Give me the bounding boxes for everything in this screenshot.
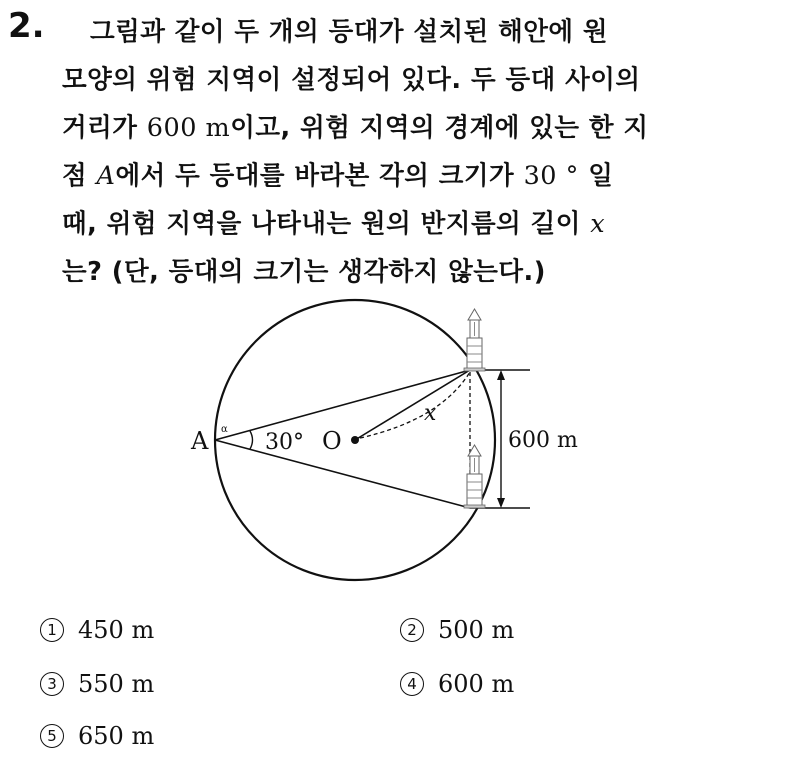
question-line-4-a: 점 bbox=[62, 161, 97, 191]
choice-marker: 1 bbox=[40, 618, 64, 642]
line-a-to-bottom bbox=[215, 440, 470, 508]
point-a-variable: A bbox=[96, 161, 116, 191]
question-line-4-b: 에서 두 등대를 바라본 각의 크기가 bbox=[115, 161, 524, 191]
lighthouse-icon bbox=[464, 309, 485, 371]
center-point bbox=[351, 436, 359, 444]
choice-1[interactable] bbox=[40, 616, 154, 644]
radius-label: x bbox=[424, 401, 437, 426]
choice-value: 450 m bbox=[78, 616, 155, 644]
angle-arc bbox=[250, 431, 253, 449]
radius-dashed-arc bbox=[360, 372, 470, 438]
question-number: 2. bbox=[8, 6, 45, 46]
arrow-head-up bbox=[497, 370, 505, 380]
choice-value: 650 m bbox=[78, 722, 155, 750]
distance-value: 600 m bbox=[146, 113, 231, 143]
question-line-6: 는? (단, 등대의 크기는 생각하지 않는다.) bbox=[62, 257, 546, 287]
lighthouse-icon bbox=[464, 445, 485, 508]
point-a-label: A bbox=[191, 427, 209, 455]
question-line-3-b: 이고, 위험 지역의 경계에 있는 한 지 bbox=[230, 113, 649, 143]
angle-label: 30° bbox=[265, 430, 304, 455]
choice-marker: 5 bbox=[40, 724, 64, 748]
question-line-4-c: 일 bbox=[578, 161, 614, 191]
choice-marker: 3 bbox=[40, 672, 64, 696]
question-line-2: 모양의 위험 지역이 설정되어 있다. 두 등대 사이의 bbox=[62, 65, 641, 95]
question-line-3-a: 거리가 bbox=[62, 113, 147, 143]
choice-marker: 4 bbox=[400, 672, 424, 696]
angle-mark: α bbox=[221, 424, 228, 435]
angle-value: 30 ° bbox=[523, 161, 579, 191]
point-o-label: O bbox=[322, 427, 342, 455]
choice-value: 550 m bbox=[78, 670, 155, 698]
choice-marker: 2 bbox=[400, 618, 424, 642]
arrow-head-down bbox=[497, 498, 505, 508]
choice-4[interactable] bbox=[400, 670, 514, 698]
question-line-1: 그림과 같이 두 개의 등대가 설치된 해안에 원 bbox=[90, 17, 609, 47]
distance-label: 600 m bbox=[508, 428, 578, 453]
radius-line bbox=[355, 370, 470, 440]
choice-2[interactable] bbox=[400, 616, 514, 644]
radius-variable: x bbox=[590, 209, 606, 239]
choice-5[interactable] bbox=[40, 722, 154, 750]
choice-3[interactable] bbox=[40, 670, 154, 698]
choice-value: 600 m bbox=[438, 670, 515, 698]
question-line-5-a: 때, 위험 지역을 나타내는 원의 반지름의 길이 bbox=[62, 209, 591, 239]
choice-value: 500 m bbox=[438, 616, 515, 644]
